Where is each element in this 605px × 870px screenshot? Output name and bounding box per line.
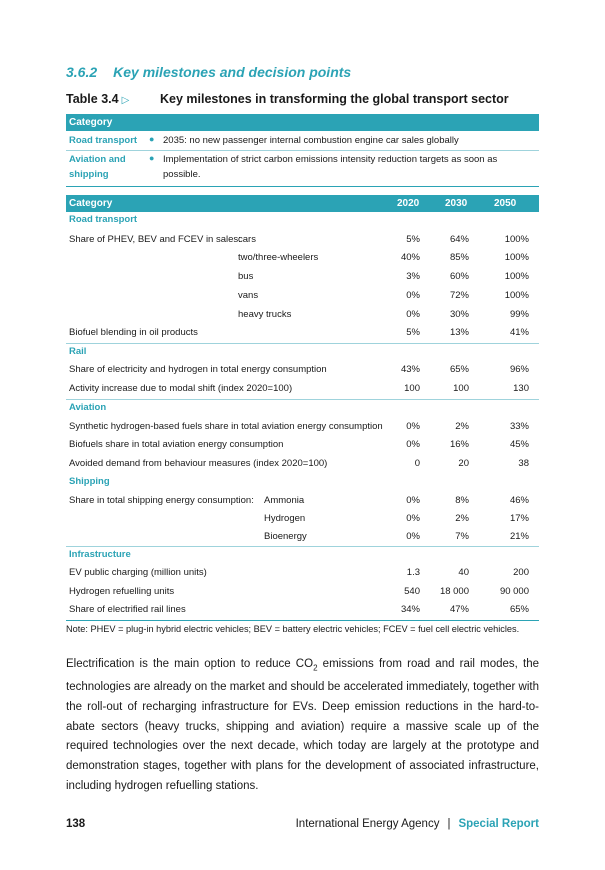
row-label: Avoided demand from behaviour measures (index 2020=100) [69,458,328,469]
divider [66,620,539,621]
divider [66,399,539,400]
milestones-header [66,114,539,131]
milestone-text: 2035: no new passenger internal combustion engine car sales globally [163,135,459,146]
section-title: Key milestones and decision points [113,64,352,80]
indicators-header [66,195,539,212]
row-label: Hydrogen refuelling units [69,586,175,597]
milestone-text-line1: Implementation of strict carbon emissions intensity reduction targets as soon as [163,154,498,165]
row-sublabel: vans [238,290,259,301]
publisher: International Energy Agency [295,818,440,830]
header-2030: 2030 [445,198,468,209]
section-number: 3.6.2 [66,64,98,80]
bullet-icon: ● [149,134,155,144]
header-2020: 2020 [397,198,420,209]
bullet-icon: ● [149,153,155,163]
row-sublabel: bus [238,271,254,282]
header-category: Category [69,198,113,209]
table-note: Note: PHEV = plug-in hybrid electric vehicles; BEV = battery electric vehicles; FCEV = fuel cell electric vehicles. [66,624,520,634]
page-number: 138 [66,818,86,830]
milestone-text-line2: possible. [163,169,201,180]
row-label: Share of PHEV, BEV and FCEV in sales: [69,234,241,245]
footer-separator: | [447,818,451,830]
row-sublabel: cars [238,234,256,245]
milestone-category: Road transport [69,135,138,146]
row-sublabel: heavy trucks [238,309,292,320]
row-label: Synthetic hydrogen-based fuels share in total aviation energy consumption [69,421,383,432]
header-2050: 2050 [494,198,517,209]
report-name: Special Report [458,818,539,830]
section-heading [66,64,351,80]
divider [66,186,539,187]
divider [66,343,539,344]
row-label: Activity increase due to modal shift (index 2020=100) [69,383,293,394]
row-label: Biofuel blending in oil products [69,327,198,338]
row-label: Share in total shipping energy consumption: [69,495,254,506]
table-title: Key milestones in transforming the global transport sector [160,92,509,106]
row-label: Share of electricity and hydrogen in total energy consumption [69,364,327,375]
table-label: Table 3.4 [66,92,119,106]
row-sublabel: two/three-wheelers [238,252,319,263]
triangle-right-icon: ▷ [121,95,130,106]
row-sublabel: Ammonia [264,495,305,506]
table-caption [66,92,539,106]
row-sublabel: Hydrogen [264,513,306,524]
row-label: Biofuels share in total aviation energy consumption [69,439,284,450]
divider [66,546,539,547]
row-label: EV public charging (million units) [69,567,207,578]
milestones-header-category: Category [69,117,113,128]
row-sublabel: Bioenergy [264,531,307,542]
milestone-category-line1: Aviation and [69,154,126,165]
divider [66,150,539,151]
milestone-category-line2: shipping [69,169,109,180]
row-label: Share of electrified rail lines [69,604,186,615]
body-paragraph: Electrification is the main option to reduce $CO_2$ emissions from road and rail modes, the technologies are already on the market and should be accelerated immediately, together with the roll-out of recharging infrastructure for EVs. Deep emission reductions in the hard-to-abate sectors (heavy trucks, shipping and aviation) require a massive scale up of the required technologies over the next decade, which today are largely at the prototype and demonstration stages, together with plans for the development of associated infrastructure, including hydrogen refuelling stations. [66,658,539,793]
